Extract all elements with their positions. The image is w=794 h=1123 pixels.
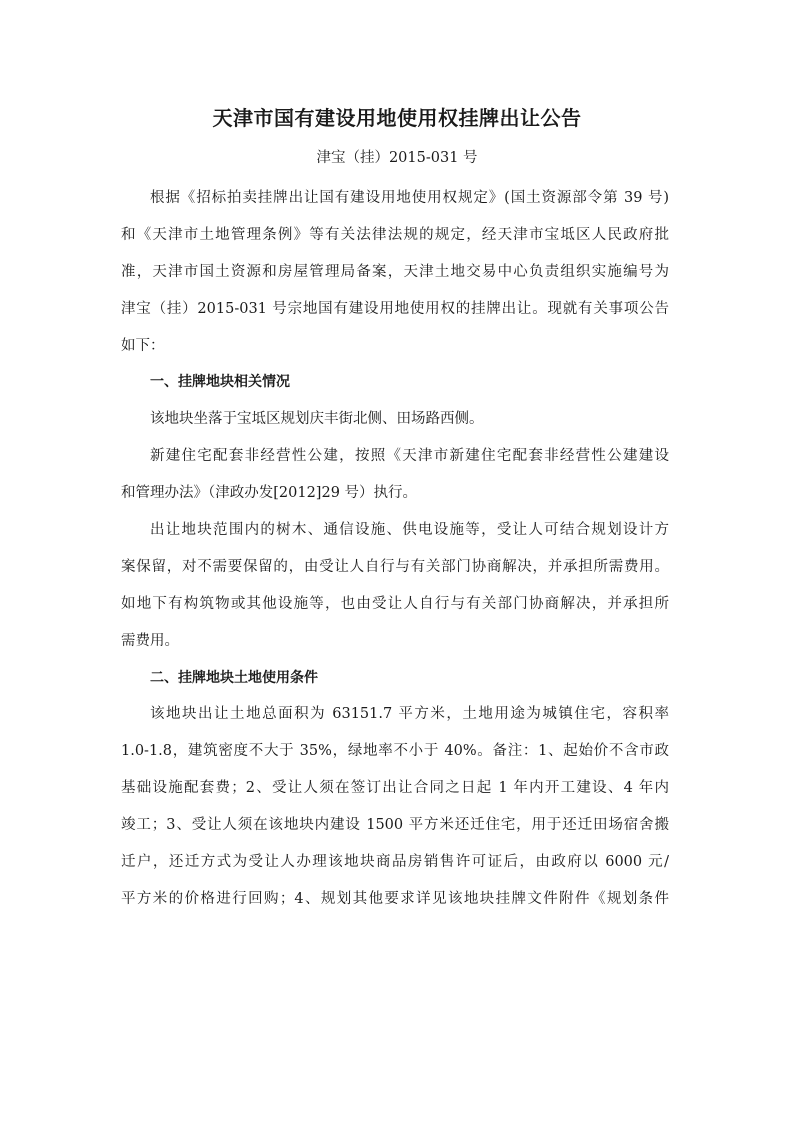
body-text-line: 出让地块范围内的树木、通信设施、供电设施等，受让人可结合规划设计方 xyxy=(150,522,669,539)
body-text-line: 竣工；3、受让人须在该地块内建设 1500 平方米还迁住宅，用于还迁田场宿舍搬 xyxy=(121,817,669,834)
body-text-line: 基础设施配套费；2、受让人须在签订出让合同之日起 1 年内开工建设、4 年内 xyxy=(121,780,669,797)
body-text-line: 迁户，还迁方式为受让人办理该地块商品房销售许可证后，由政府以 6000 元/ xyxy=(121,854,669,871)
section-heading: 一、挂牌地块相关情况 xyxy=(150,374,290,391)
body-text-line: 1.0-1.8，建筑密度不大于 35%，绿地率不小于 40%。备注：1、起始价不含市政 xyxy=(121,743,669,760)
document-number: 津宝（挂）2015-031 号 xyxy=(316,150,478,166)
body-text-line: 该地块出让土地总面积为 63151.7 平方米，土地用途为城镇住宅，容积率 xyxy=(150,706,669,723)
body-text-line: 准，天津市国土资源和房屋管理局备案，天津土地交易中心负责组织实施编号为 xyxy=(121,263,669,280)
document-title: 天津市国有建设用地使用权挂牌出让公告 xyxy=(212,106,582,130)
body-text-line: 如下： xyxy=(121,337,165,354)
body-text-line: 该地块坐落于宝坻区规划庆丰街北侧、田场路西侧。 xyxy=(150,411,484,428)
section-heading: 二、挂牌地块土地使用条件 xyxy=(150,669,318,686)
body-text-line: 如地下有构筑物或其他设施等，也由受让人自行与有关部门协商解决，并承担所 xyxy=(121,595,669,612)
body-text-line: 案保留，对不需要保留的，由受让人自行与有关部门协商解决，并承担所需费用。 xyxy=(121,558,669,575)
body-text-line: 根据《招标拍卖挂牌出让国有建设用地使用权规定》(国土资源部令第 39 号) xyxy=(150,190,669,206)
body-text-line: 和管理办法》（津政办发[2012]29 号）执行。 xyxy=(121,485,418,502)
body-text-line: 和《天津市土地管理条例》等有关法律法规的规定，经天津市宝坻区人民政府批 xyxy=(121,226,669,243)
body-text-line: 需费用。 xyxy=(121,632,179,649)
body-text-line: 平方米的价格进行回购；4、规划其他要求详见该地块挂牌文件附件《规划条件 xyxy=(121,890,669,907)
document-body xyxy=(121,188,669,926)
body-text-line: 津宝（挂）2015-031 号宗地国有建设用地使用权的挂牌出让。现就有关事项公告 xyxy=(121,300,669,317)
body-text-line: 新建住宅配套非经营性公建，按照《天津市新建住宅配套非经营性公建建设 xyxy=(150,448,669,465)
